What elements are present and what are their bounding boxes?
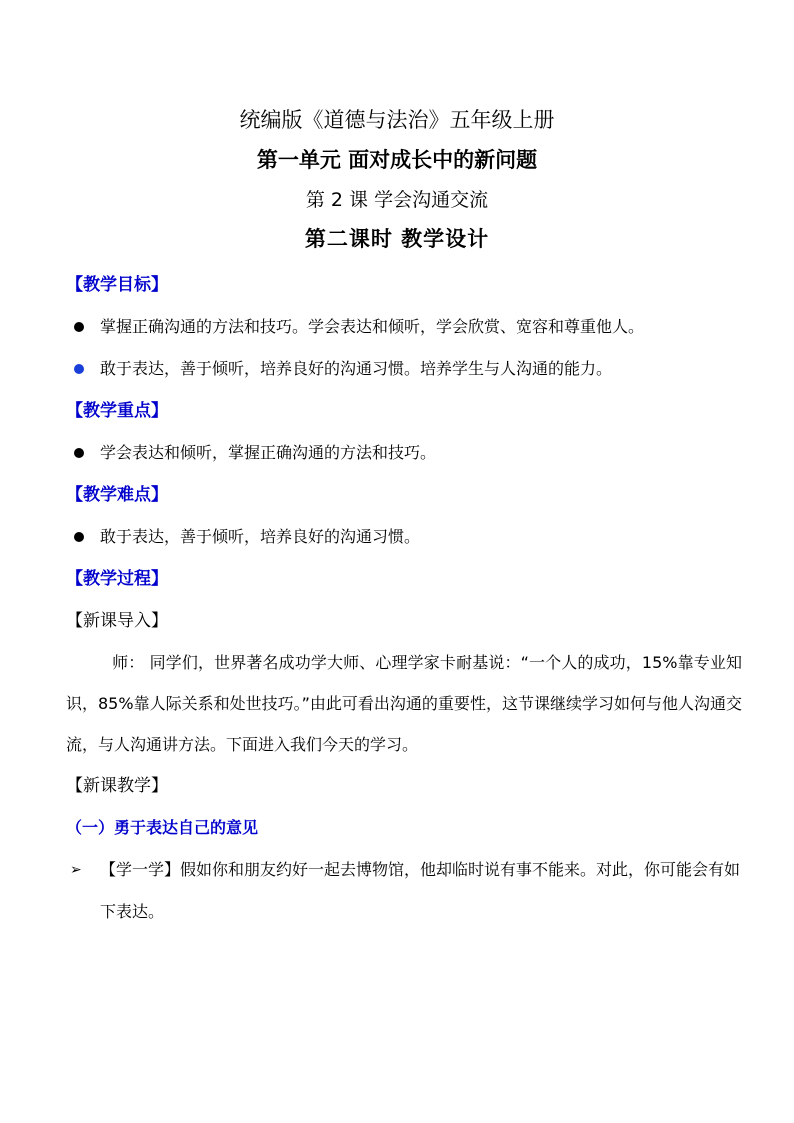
intro-paragraph — [66, 642, 746, 765]
intro-heading: 【新课导入】 — [66, 611, 168, 631]
key-points-heading: 【教学重点】 — [66, 401, 168, 421]
document-body — [66, 264, 746, 933]
key-point-text: 学会表达和倾听，掌握正确沟通的方法和技巧。 — [100, 443, 437, 462]
learn-item — [66, 849, 746, 933]
section1-title: （一）勇于表达自己的意见 — [66, 818, 259, 837]
key-point-item — [66, 432, 746, 474]
goal-item — [66, 348, 746, 390]
bullet-icon — [74, 532, 84, 542]
arrowhead-right-icon: ➢ — [70, 862, 82, 878]
process-heading: 【教学过程】 — [66, 569, 168, 589]
lesson-title: 第 2 课 学会沟通交流 — [305, 189, 489, 211]
bullet-icon — [74, 448, 84, 458]
period-title: 第二课时 教学设计 — [304, 227, 490, 251]
goal-text: 敢于表达，善于倾听，培养良好的沟通习惯。培养学生与人沟通的能力。 — [100, 359, 613, 378]
teaching-heading: 【新课教学】 — [66, 776, 168, 796]
goal-item — [66, 306, 746, 348]
difficulties-heading: 【教学难点】 — [66, 485, 168, 505]
bullet-icon — [74, 322, 84, 332]
difficulty-item — [66, 516, 746, 558]
learn-text: 【学一学】假如你和朋友约好一起去博物馆，他却临时说有事不能来。对此，你可能会有如下表达。 — [100, 860, 741, 921]
title-block — [0, 100, 794, 258]
bullet-icon — [74, 364, 84, 374]
textbook-title: 统编版《道德与法治》五年级上册 — [239, 108, 555, 132]
unit-title: 第一单元 面对成长中的新问题 — [256, 148, 538, 172]
goal-text: 掌握正确沟通的方法和技巧。学会表达和倾听，学会欣赏、宽容和尊重他人。 — [100, 317, 645, 336]
difficulty-text: 敢于表达，善于倾听，培养良好的沟通习惯。 — [100, 527, 421, 546]
intro-text: 师： 同学们，世界著名成功学大师、心理学家卡耐基说：“一个人的成功，15%靠专业知识，85%靠人际关系和处世技巧。”由此可看出沟通的重要性，这节课继续学习如何与他人沟通交流，与人沟通讲方法。下面进入我们今天的学习。 — [66, 653, 742, 754]
goals-heading: 【教学目标】 — [66, 275, 168, 295]
